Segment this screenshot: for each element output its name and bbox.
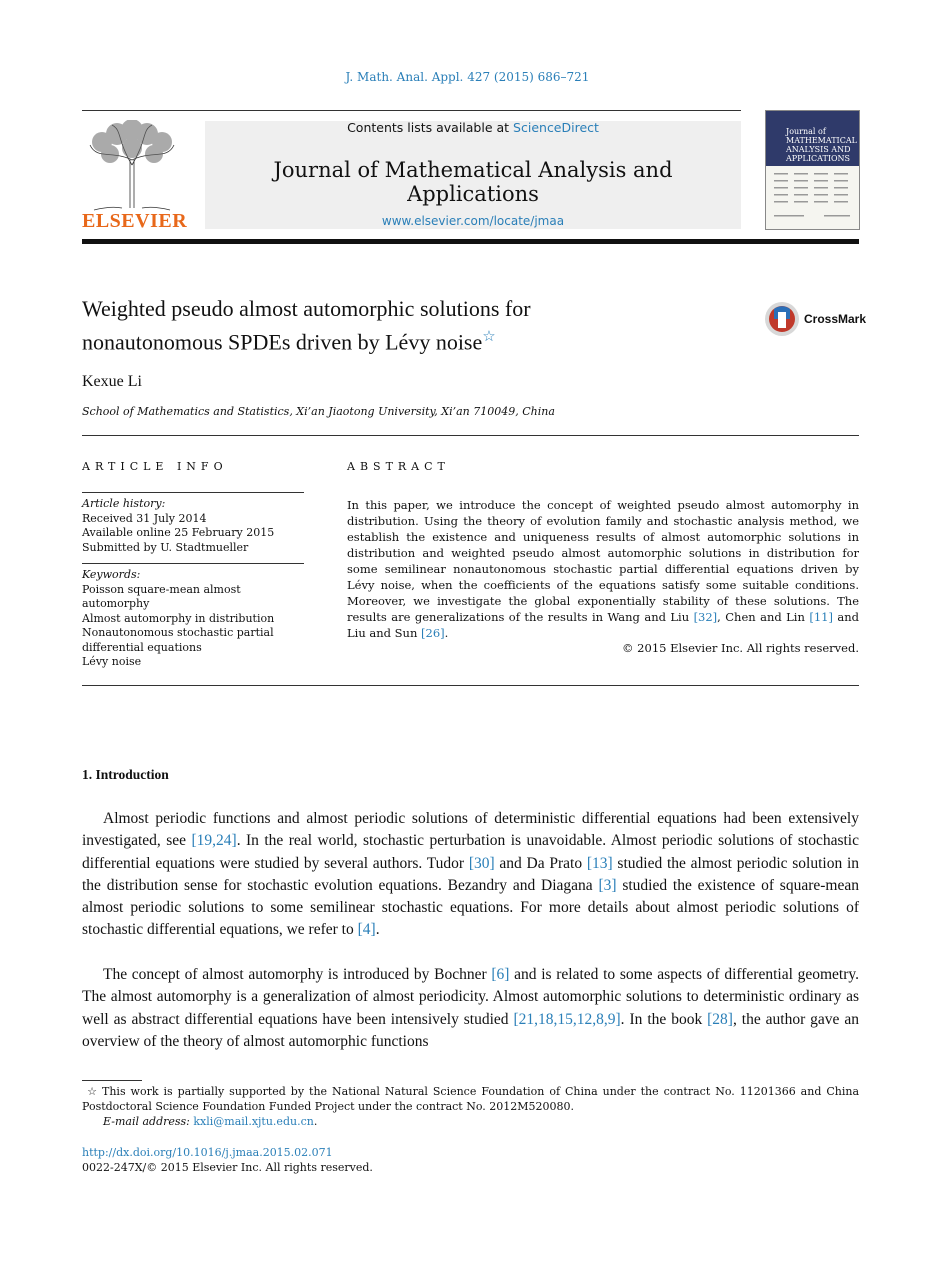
journal-homepage-link[interactable]: www.elsevier.com/locate/jmaa (381, 214, 565, 228)
crossmark-label[interactable]: CrossMark (804, 312, 867, 326)
journal-title: Journal of Mathematical Analysis and Applications (273, 158, 673, 206)
contents-prefix: Contents lists available at (347, 120, 514, 135)
header-thick-rule (82, 239, 859, 244)
paragraph-text: . In the book (620, 1010, 708, 1028)
ref-link[interactable]: [19,24] (191, 832, 237, 850)
email-link[interactable]: kxli@mail.xjtu.edu.cn (193, 1115, 314, 1128)
keywords-block (82, 568, 304, 670)
abstract-body: . (444, 626, 449, 640)
ref-link[interactable]: [26] (421, 626, 445, 640)
paragraph-text: , the author gave an overview of the theory of almost automorphic functions (82, 1010, 859, 1050)
keyword: Nonautonomous stochastic partial differential equations (82, 626, 274, 654)
sciencedirect-link[interactable]: ScienceDirect (513, 120, 599, 135)
ref-link[interactable]: [30] (468, 854, 495, 872)
contents-line (205, 120, 741, 135)
issn-copyright: 0022-247X/© 2015 Elsevier Inc. All rights reserved. (82, 1161, 373, 1174)
ref-link[interactable]: [4] (357, 921, 376, 939)
journal-citation[interactable]: J. Math. Anal. Appl. 427 (2015) 686–721 (345, 70, 590, 84)
intro-paragraph-2 (82, 964, 859, 1053)
article-info-rule-1 (82, 492, 304, 493)
ref-link[interactable]: [32] (693, 610, 718, 624)
email-end: . (313, 1115, 318, 1128)
paragraph-text: . In the real world, stochastic perturbation is unavoidable. Almost periodic solutions of stochastic differential equations were studied by several authors. Tudor (82, 832, 859, 872)
article-info-heading: ARTICLE INFO (82, 460, 228, 473)
ref-link[interactable]: [11] (809, 610, 833, 624)
abstract-body: and Liu and Sun (347, 610, 860, 640)
ref-link[interactable]: [28] (707, 1010, 733, 1028)
cover-title: Journal of MATHEMATICAL ANALYSIS AND APPLICATIONS (786, 127, 857, 163)
paragraph-text: . (375, 921, 380, 939)
paragraph-text: and Da Prato (494, 854, 587, 872)
keyword: Lévy noise (82, 655, 142, 668)
journal-cover-thumbnail (765, 110, 860, 230)
paragraph-text: Almost periodic functions and almost periodic solutions of deterministic differential equations had been extensively investigated, see (82, 810, 859, 850)
author-name: Kexue Li (82, 373, 142, 390)
abstract-body: , Chen and Lin (717, 610, 810, 624)
keyword: Almost automorphy in distribution (82, 611, 275, 625)
doi-link[interactable]: http://dx.doi.org/10.1016/j.jmaa.2015.02.071 (82, 1146, 333, 1159)
keyword: Poisson square-mean almost automorphy (82, 582, 241, 610)
paragraph-text: The concept of almost automorphy is introduced by Bochner (103, 966, 492, 983)
abstract-body: In this paper, we introduce the concept of weighted pseudo almost automorphy in distribution. Using the theory of evolution family and stochastic analysis method, we establish the existence and uniqueness results of almost automorphic solutions in distribution and weighted pseudo almost automorphic solutions in distribution for some semilinear nonautonomous stochastic partial differential equations driven by Lévy noise, when the coefficients of the equations satisfy some suitable conditions. Moreover, we investigate the global exponentially stability of these solutions. The results are generalizations of the results in Wang and Liu (347, 498, 859, 624)
abstract-text (347, 497, 859, 641)
article-info-rule-2 (82, 563, 304, 564)
author-affiliation: School of Mathematics and Statistics, Xi’an Jiaotong University, Xi’an 710049, China (82, 405, 555, 418)
submitted-by: Submitted by U. Stadtmueller (82, 540, 249, 554)
article-history (82, 497, 304, 555)
available-date: Available online 25 February 2015 (82, 526, 275, 539)
paragraph-text: studied the almost periodic solution in the distribution sense for stochastic evolution equations. Bezandry and Diagana (82, 854, 860, 894)
abstract-rule (82, 685, 859, 686)
funding-footnote (82, 1085, 859, 1114)
paragraph-text: and is related to some aspects of differential geometry. The almost automorphy is a generalization of almost periodicity. Almost automorphic solutions to deterministic ordinary as well as abstract differential equations have been intensively studied (82, 966, 859, 1028)
email-label: E-mail address: (103, 1115, 190, 1128)
ref-link[interactable]: [3] (598, 876, 617, 894)
title-rule (82, 435, 859, 436)
title-footnote-star[interactable]: ☆ (482, 329, 496, 345)
article-title (82, 294, 682, 356)
history-label: Article history: (82, 497, 166, 510)
cover-contents-lines (774, 171, 852, 223)
ref-link[interactable]: [6] (491, 966, 510, 983)
abstract-heading: ABSTRACT (347, 460, 450, 473)
intro-paragraph-1 (82, 808, 859, 942)
footnote-star: ☆ (87, 1085, 97, 1098)
funding-text: This work is partially supported by the National Natural Science Foundation of China under the contract No. 11201366 and China Postdoctoral Science Foundation Funded Project under the contract No. 2012M520080. (82, 1085, 859, 1113)
keywords-label: Keywords: (82, 568, 141, 581)
ref-link[interactable]: [21,18,15,12,8,9] (513, 1010, 621, 1028)
email-line (103, 1115, 317, 1128)
header-rule (82, 110, 741, 111)
received-date: Received 31 July 2014 (82, 511, 207, 525)
paragraph-text: studied the existence of square-mean almost periodic solutions to some semilinear stochastic equations. For more details about almost periodic solutions of stochastic differential equations, we refer to (82, 876, 859, 939)
ref-link[interactable]: [13] (586, 854, 613, 872)
title-line-2: nonautonomous SPDEs driven by Lévy noise (82, 329, 483, 355)
section-heading-introduction: 1. Introduction (82, 767, 169, 782)
title-line-1: Weighted pseudo almost automorphic solutions for (82, 296, 531, 321)
abstract-copyright: © 2015 Elsevier Inc. All rights reserved. (622, 641, 859, 655)
elsevier-wordmark: ELSEVIER (82, 210, 188, 232)
footnote-rule (82, 1080, 142, 1081)
